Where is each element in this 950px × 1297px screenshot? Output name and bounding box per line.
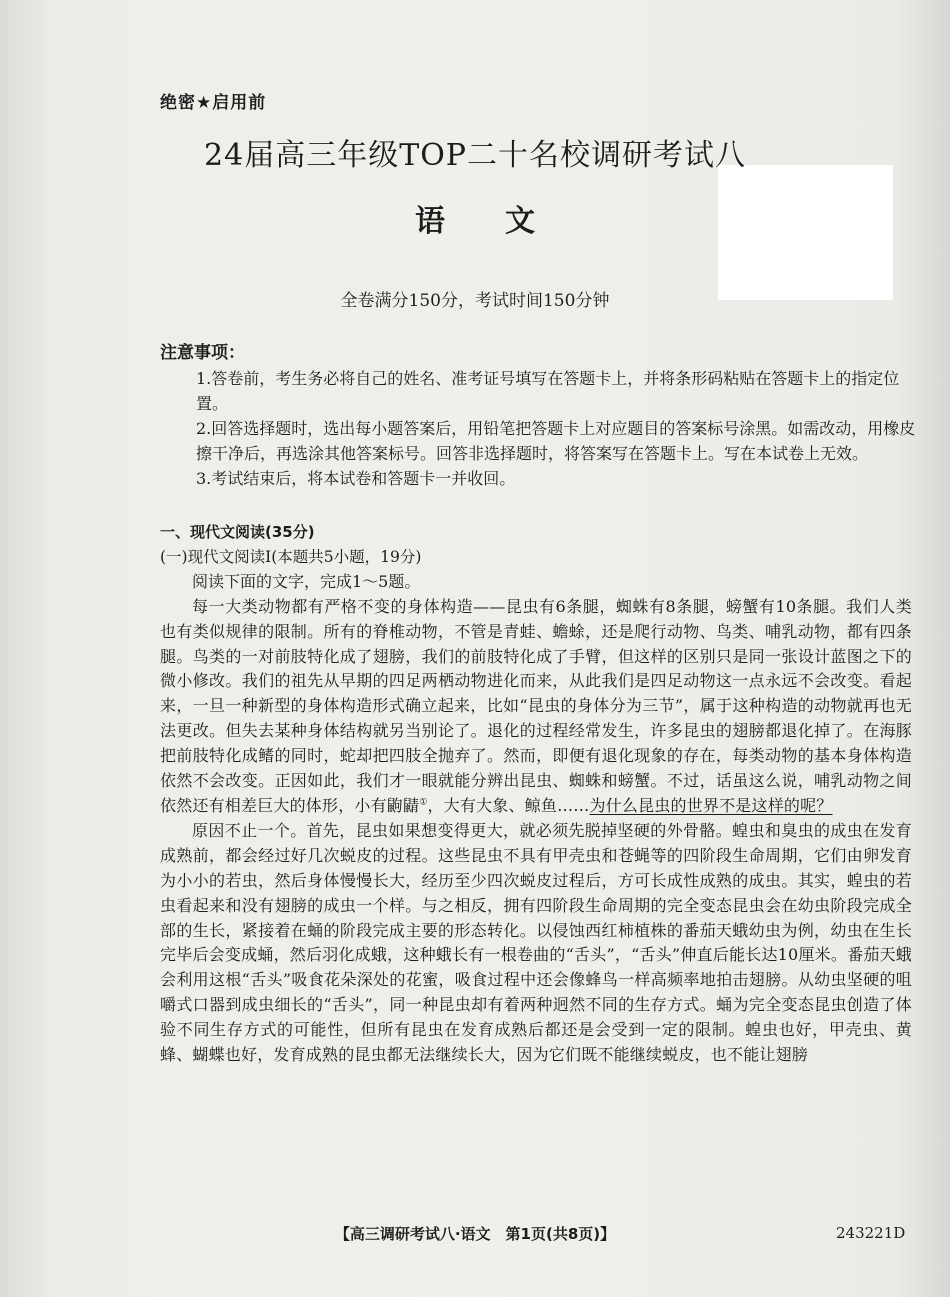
footnote-marker: ① (419, 797, 428, 808)
subject-title: 语文 (415, 204, 595, 239)
note-item: 3.考试结束后，将本试卷和答题卡一并收回。 (196, 469, 516, 488)
paragraph-text: ，大有大象、鲸鱼…… (427, 795, 590, 815)
notes-title: 注意事项： (160, 343, 245, 363)
notes-list (196, 366, 916, 491)
exam-code: 243221D (836, 1224, 906, 1242)
passage-paragraph (160, 595, 912, 819)
page-footer: 【高三调研考试八·语文 第1页(共8页)】 (334, 1225, 616, 1243)
reading-instruction: 阅读下面的文字，完成1～5题。 (192, 571, 421, 591)
exam-title: 24届高三年级TOP二十名校调研考试八 (204, 138, 746, 173)
section-heading: 一、现代文阅读(35分) (160, 523, 315, 541)
note-item: 1.答卷前，考生务必将自己的姓名、准考证号填写在答题卡上，并将条形码粘贴在答题卡上的指定位置。 (196, 369, 900, 413)
reading-section (160, 520, 912, 1068)
note-item: 2.回答选择题时，选出每小题答案后，用铅笔把答题卡上对应题目的答案标号涂黑。如需改动，用橡皮擦干净后，再选涂其他答案标号。回答非选择题时，将答案写在答题卡上。写在本试卷上无效。 (196, 419, 916, 463)
passage-paragraph: 原因不止一个。首先，昆虫如果想变得更大，就必须先脱掉坚硬的外骨骼。蝗虫和臭虫的成虫在发育成熟前，都会经过好几次蜕皮的过程。这些昆虫不具有甲壳虫和苍蝇等的四阶段生命周期，它们由卵发育为小小的若虫，然后身体慢慢长大，经历至少四次蜕皮过程后，方可长成性成熟的成虫。其实，蝗虫的若虫看起来和没有翅膀的成虫一个样。与之相反，拥有四阶段生命周期的完全变态昆虫会在幼虫阶段完成全部的生长，紧接着在蛹的阶段完成主要的形态转化。以侵蚀西红柿植株的番茄天蛾幼虫为例，幼虫在生长完毕后会变成蛹，然后羽化成蛾，这种蛾长有一根卷曲的“舌头”，“舌头”伸直后能长达10厘米。番茄天蛾会利用这根“舌头”吸食花朵深处的花蜜，吸食过程中还会像蜂鸟一样高频率地拍击翅膀。从幼虫坚硬的咀嚼式口器到成虫细长的“舌头”，同一种昆虫却有着两种迥然不同的生存方式。蛹为完全变态昆虫创造了体验不同生存方式的可能性，但所有昆虫在发育成熟后都还是会受到一定的限制。蝗虫也好，甲壳虫、黄蜂、蝴蝶也好，发育成熟的昆虫都无法继续长大，因为它们既不能继续蜕皮，也不能让翅膀 (160, 820, 912, 1065)
section-subheading: (一)现代文阅读Ⅰ(本题共5小题，19分) (160, 547, 422, 566)
paragraph-text: 每一大类动物都有严格不变的身体构造——昆虫有6条腿，蜘蛛有8条腿，螃蟹有10条腿。我们人类也有类似规律的限制。所有的脊椎动物，不管是青蛙、蟾蜍，还是爬行动物、鸟类、哺乳动物，都有四条腿。鸟类的一对前肢特化成了翅膀，我们的前肢特化成了手臂，但这样的区别只是同一张设计蓝图之下的微小修改。我们的祖先从早期的四足两栖动物进化而来，从此我们是四足动物这一点永远不会改变。看起来，一旦一种新型的身体构造形式确立起来，比如“昆虫的身体分为三节”，属于这种构造的动物就再也无法更改。但失去某种身体结构就另当别论了。退化的过程经常发生，许多昆虫的翅膀都退化掉了。在海豚把前肢特化成鳍的同时，蛇却把四肢全抛弃了。然而，即便有退化现象的存在，每类动物的基本身体构造依然不会改变。正因如此，我们才一眼就能分辨出昆虫、蜘蛛和螃蟹。不过，话虽这么说，哺乳动物之间依然还有相差巨大的体形，小有鼩鼱 (160, 596, 912, 815)
secret-label: 绝密★启用前 (160, 93, 267, 113)
score-time-info: 全卷满分150分，考试时间150分钟 (340, 291, 610, 311)
underlined-question: 为什么昆虫的世界不是这样的呢？ (589, 795, 833, 815)
